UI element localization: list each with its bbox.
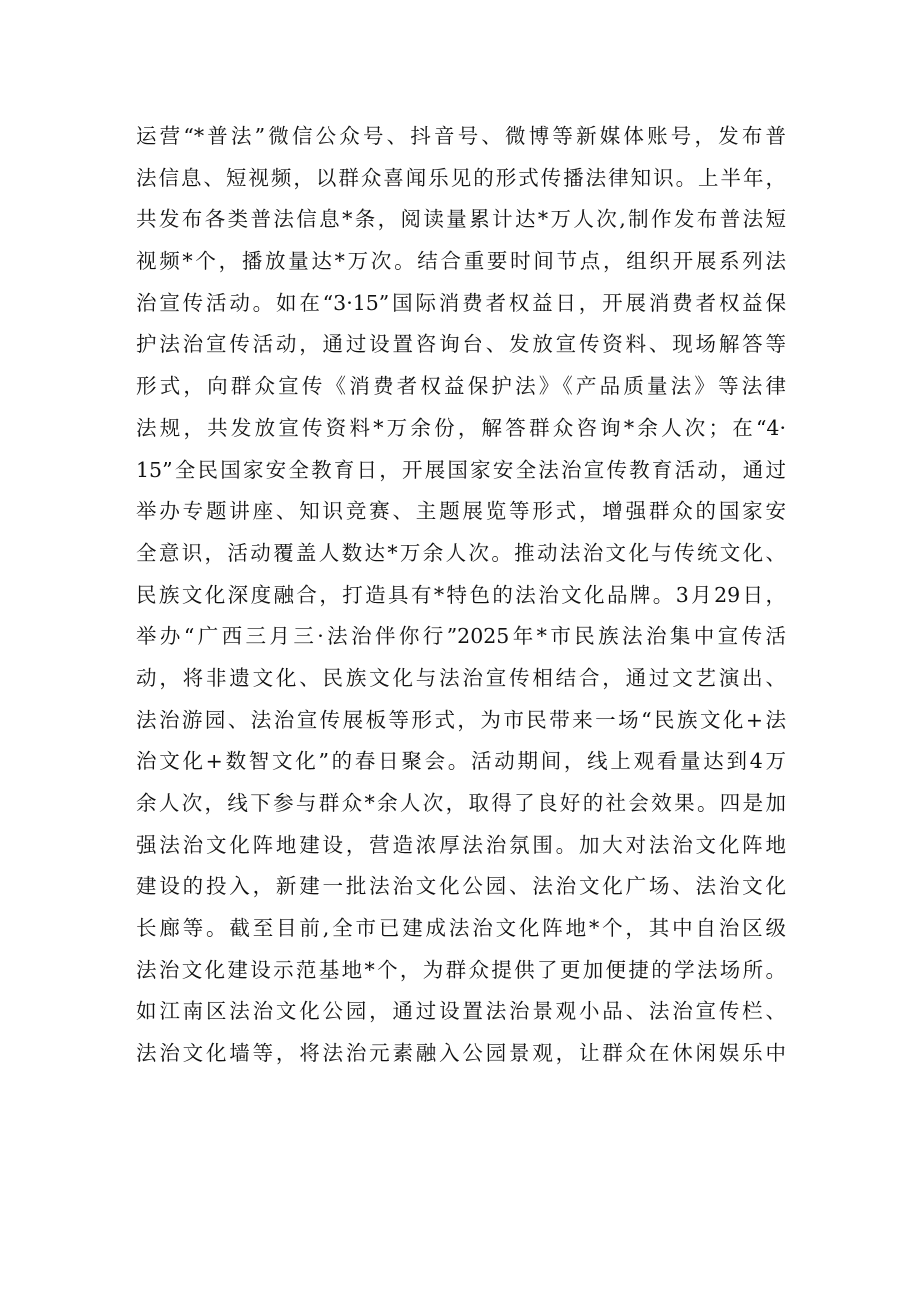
text-line: 法规，共发放宣传资料*万余份，解答群众咨询*余人次；在“4· [136, 415, 786, 440]
text-line: 15”全民国家安全教育日，开展国家安全法治宣传教育活动，通过 [136, 457, 786, 482]
text-line: 治宣传活动。如在“3·15”国际消费者权益日，开展消费者权益保 [136, 290, 786, 315]
text-line: 视频*个，播放量达*万次。结合重要时间节点，组织开展系列法 [136, 249, 786, 274]
text-line: 建设的投入，新建一批法治文化公园、法治文化广场、法治文化 [136, 874, 786, 899]
text-line: 全意识，活动覆盖人数达*万余人次。推动法治文化与传统文化、 [136, 540, 786, 565]
text-line: 运营“*普法”微信公众号、抖音号、微博等新媒体账号，发布普 [136, 124, 786, 148]
text-line: 治文化+数智文化”的春日聚会。活动期间，线上观看量达到4万 [136, 749, 786, 774]
text-line: 举办“广西三月三·法治伴你行”2025年*市民族法治集中宣传活 [136, 624, 786, 649]
body-paragraph [136, 116, 786, 1075]
text-line: 如江南区法治文化公园，通过设置法治景观小品、法治宣传栏、 [136, 999, 786, 1024]
text-line: 余人次，线下参与群众*余人次，取得了良好的社会效果。四是加 [136, 791, 786, 815]
text-line: 法治文化墙等，将法治元素融入公园景观，让群众在休闲娱乐中 [136, 1041, 786, 1066]
text-line: 法信息、短视频，以群众喜闻乐见的形式传播法律知识。上半年， [136, 165, 786, 190]
text-line: 长廊等。截至目前,全市已建成法治文化阵地*个，其中自治区级 [136, 916, 786, 941]
text-line: 法治游园、法治宣传展板等形式，为市民带来一场“民族文化+法 [136, 707, 786, 732]
text-line: 形式，向群众宣传《消费者权益保护法》《产品质量法》等法律 [136, 374, 786, 399]
text-line: 强法治文化阵地建设，营造浓厚法治氛围。加大对法治文化阵地 [136, 832, 786, 857]
text-line: 法治文化建设示范基地*个，为群众提供了更加便捷的学法场所。 [136, 957, 786, 982]
text-line: 共发布各类普法信息*条，阅读量累计达*万人次,制作发布普法短 [136, 207, 786, 232]
text-line: 护法治宣传活动，通过设置咨询台、发放宣传资料、现场解答等 [136, 332, 786, 357]
text-line: 民族文化深度融合，打造具有*特色的法治文化品牌。3月29日， [136, 582, 786, 607]
text-line: 动，将非遗文化、民族文化与法治宣传相结合，通过文艺演出、 [136, 665, 786, 690]
text-line: 举办专题讲座、知识竞赛、主题展览等形式，增强群众的国家安 [136, 499, 786, 524]
